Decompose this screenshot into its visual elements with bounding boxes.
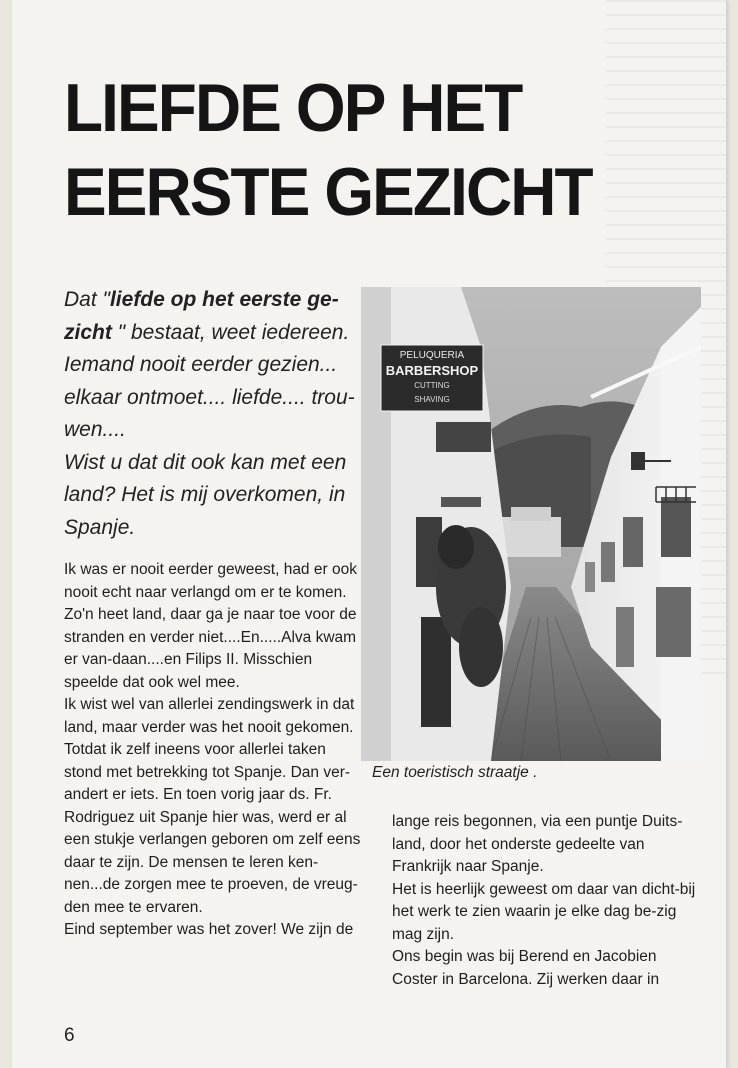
street-photo (361, 287, 701, 761)
photo-caption: Een toeristisch straatje . (372, 764, 538, 781)
article-title (64, 66, 592, 234)
body-paragraph: Eind september was het zover! We zijn de (64, 921, 354, 938)
body-paragraph: Het is heerlijk geweest om daar van dicht-bij het werk te zien waarin je elke dag be-zig mag zijn. (392, 880, 696, 943)
body-paragraph: Ons begin was bij Berend en Jacobien Coster in Barcelona. Zij werken daar in (392, 948, 660, 988)
intro-paragraph (64, 284, 364, 544)
body-column-2 (392, 811, 698, 991)
title-line-2: EERSTE GEZICHT (64, 154, 592, 230)
intro-quote (64, 284, 364, 447)
intro-quote-open: Dat " (64, 288, 110, 311)
sign-text-line-3: CUTTING (414, 381, 450, 390)
title-line-1: LIEFDE OP HET (64, 70, 522, 146)
intro-question: Wist u dat dit ook kan met een land? Het is mij overkomen, in Spanje. (64, 450, 347, 539)
intro-quote-close: " bestaat, weet iedereen. Iemand nooit eerder gezien... elkaar ontmoet.... liefde.... trou-wen.... (64, 320, 355, 441)
street-photo-graphic (361, 287, 701, 761)
page-number: 6 (64, 1025, 75, 1046)
magazine-page (12, 0, 726, 1068)
sign-text-line-2: BARBERSHOP (385, 363, 479, 378)
sign-text-line-4: SHAVING (414, 395, 450, 404)
sign-text-line-1: PELUQUERIA (399, 350, 465, 361)
body-column-1 (64, 559, 362, 942)
body-paragraph: lange reis begonnen, via een puntje Duits-land, door het onderste gedeelte van Frankrijk naar Spanje. (392, 813, 683, 875)
body-paragraph: Ik wist wel van allerlei zendingswerk in dat land, maar verder was het nooit gekomen. (64, 696, 355, 736)
intro-quote-bold: liefde op het eerste ge-zicht (64, 288, 339, 344)
body-paragraph: Ik was er nooit eerder geweest, had er ook nooit echt naar verlangd om er te komen. Zo'n heet land, daar ga je naar toe voor de stranden en verder niet....En.....Alva kwam er van-daan....en Filips II. Misschien speelde dat ook wel mee. (64, 561, 357, 691)
body-paragraph: Totdat ik zelf ineens voor allerlei taken stond met betrekking tot Spanje. Dan ver-andert er iets. En toen vorig jaar ds. Fr. Rodriguez uit Spanje hier was, werd er al een stukje verlangen geboren om zelf eens daar te zijn. De mensen te leren ken-nen...de zorgen mee te proeven, de vreug-den mee te ervaren. (64, 741, 361, 916)
